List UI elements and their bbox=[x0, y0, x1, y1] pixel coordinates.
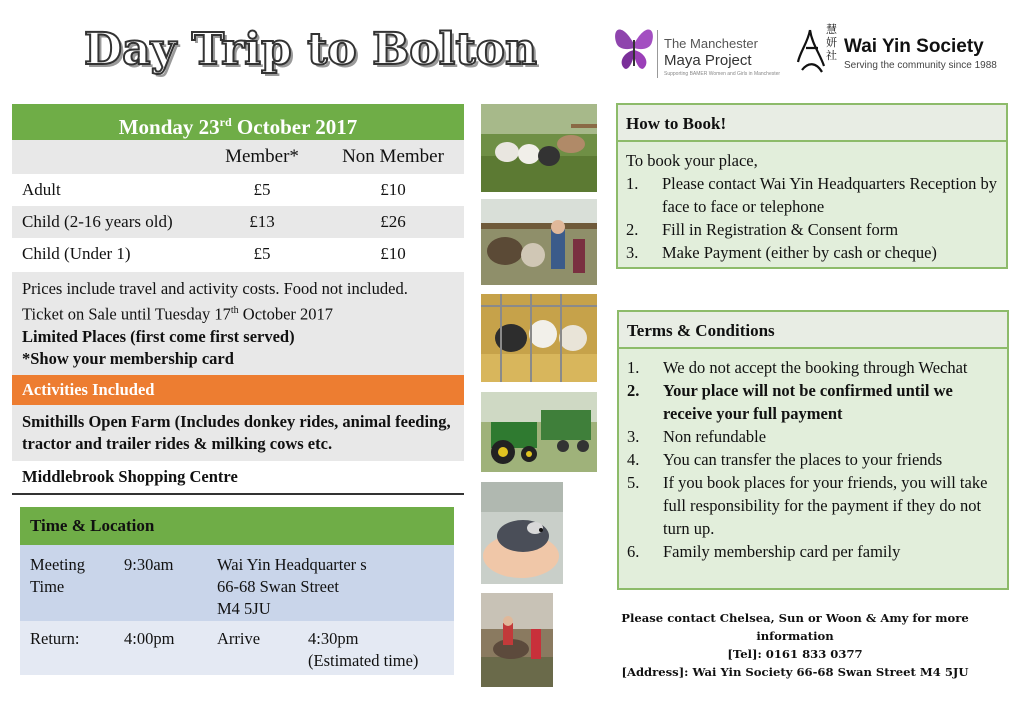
terms-list bbox=[627, 356, 999, 563]
pricing-notes: Prices include travel and activity costs. Food not included. Ticket on Sale until Tuesday 17th October 2017 Limited Places (first come first served) *Show your membership card bbox=[12, 272, 464, 375]
list-item: 1. We do not accept the booking through Wechat bbox=[627, 358, 968, 377]
wai-yin-chinese-name: 慧妍社 bbox=[826, 24, 837, 62]
goats-pen-photo bbox=[481, 294, 597, 382]
activity-item: Middlebrook Shopping Centre bbox=[12, 461, 464, 495]
wai-yin-logo bbox=[796, 24, 1011, 76]
time-location-heading: Time & Location bbox=[20, 507, 454, 545]
wai-yin-emblem-icon bbox=[796, 26, 826, 76]
pricing-header-row bbox=[12, 140, 464, 174]
list-item: 1. Please contact Wai Yin Headquarters Reception by face to face or telephone bbox=[626, 174, 997, 216]
maya-logo-line1: The Manchester bbox=[664, 36, 758, 51]
donkey-ride-photo bbox=[481, 593, 553, 687]
list-item: 2. Your place will not be confirmed until we receive your full payment bbox=[627, 381, 953, 423]
list-item: 6. Family membership card per family bbox=[627, 542, 901, 561]
list-item: 3. Non refundable bbox=[627, 427, 767, 446]
how-to-book-intro: To book your place, bbox=[626, 151, 758, 170]
maya-logo-tagline: Supporting BAMER Women and Girls in Manchester bbox=[664, 71, 781, 77]
page-title: Day Trip to Bolton bbox=[84, 24, 537, 75]
butterfly-icon bbox=[612, 22, 656, 78]
pricing-row: Child (2-16 years old) £13 £26 bbox=[12, 206, 464, 238]
tractor-photo bbox=[481, 392, 597, 472]
wai-yin-tagline: Serving the community since 1988 bbox=[844, 60, 997, 71]
list-item: 3. Make Payment (either by cash or cheque) bbox=[626, 243, 937, 262]
how-to-book-box bbox=[616, 103, 1008, 269]
non-member-column-header: Non Member bbox=[342, 146, 444, 167]
booking-steps bbox=[626, 172, 998, 264]
terms-heading: Terms & Conditions bbox=[619, 312, 1007, 349]
activity-item: Smithills Open Farm (Includes donkey rides, animal feeding, tractor and trailer rides & milking cows etc. bbox=[12, 405, 464, 461]
list-item: 2. Fill in Registration & Consent form bbox=[626, 220, 899, 239]
rabbit-photo bbox=[481, 482, 563, 584]
trip-date: Monday 23rd October 2017 bbox=[12, 104, 464, 140]
time-location-panel bbox=[20, 507, 454, 675]
terms-box bbox=[617, 310, 1009, 590]
goats-photo bbox=[481, 104, 597, 192]
member-column-header: Member* bbox=[225, 146, 299, 167]
pricing-row: Adult £5 £10 bbox=[22, 180, 406, 199]
wai-yin-name: Wai Yin Society bbox=[844, 36, 984, 57]
maya-project-logo bbox=[612, 22, 782, 82]
activities-heading: Activities Included bbox=[12, 375, 464, 405]
how-to-book-heading: How to Book! bbox=[618, 105, 1006, 142]
pricing-panel bbox=[12, 104, 464, 495]
list-item: 5. If you book places for your friends, you will take full responsibility for the payment if they do not turn up. bbox=[627, 473, 988, 538]
contact-info: Please contact Chelsea, Sun or Woon & Amy for more information [Tel]: 0161 833 0377 [Address]: Wai Yin Society 66-68 Swan Street M4 5JU bbox=[621, 611, 969, 679]
pricing-row: Child (Under 1) £5 £10 bbox=[22, 244, 406, 263]
return-row: Return: 4:00pm Arrive 4:30pm (Estimated time) bbox=[20, 621, 454, 675]
list-item: 4. You can transfer the places to your friends bbox=[627, 450, 943, 469]
maya-logo-line2: Maya Project bbox=[664, 52, 752, 69]
meeting-row: Meeting Time 9:30am Wai Yin Headquarter s 66-68 Swan Street M4 5JU bbox=[20, 545, 454, 621]
feeding-animals-photo bbox=[481, 199, 597, 285]
